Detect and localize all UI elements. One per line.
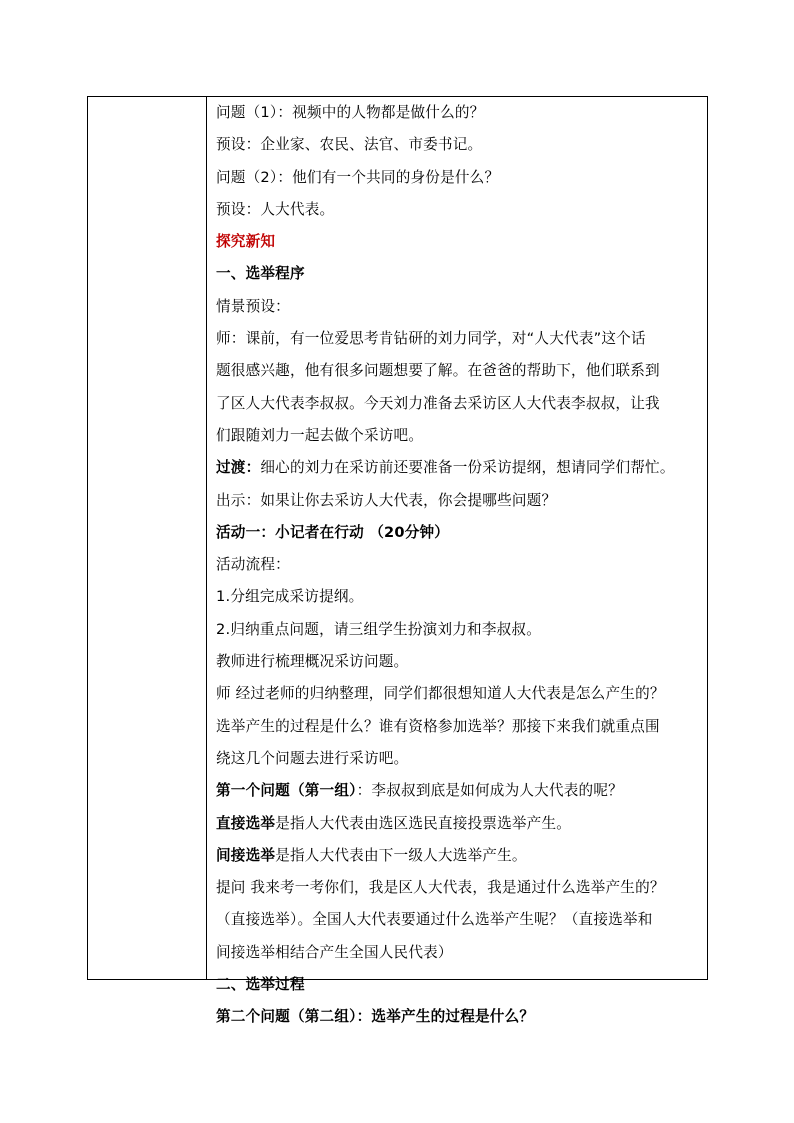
text-line: 问题（2）：他们有一个共同的身份是什么？	[216, 168, 500, 186]
text-line: 预设：企业家、农民、法官、市委书记。	[216, 136, 483, 154]
text-line: 预设：人大代表。	[216, 200, 335, 218]
text-line	[216, 775, 707, 807]
text-line: 绕这几个问题去进行采访吧。	[216, 749, 409, 767]
text-line: 选举产生的过程是什么？谁有资格参加选举？那接下来我们就重点围	[216, 717, 660, 735]
text-line	[216, 1001, 707, 1033]
text-line: 了区人大代表李叔叔。今天刘力准备去采访区人大代表李叔叔，让我	[216, 394, 660, 412]
table-content-cell	[207, 97, 707, 1026]
text-line: 题很感兴趣，他有很多问题想要了解。在爸爸的帮助下，他们联系到	[216, 362, 660, 380]
activity-heading: 活动一：小记者在行动 （20分钟）	[216, 523, 450, 541]
lesson-table	[87, 96, 708, 1026]
table-left-cell	[88, 97, 207, 979]
text-line: 情景预设：	[216, 297, 290, 315]
text-line: 活动流程：	[216, 556, 290, 574]
text-rest: ：选举产生的过程是什么？	[356, 1008, 535, 1026]
bold-lead: 过渡：	[216, 459, 261, 477]
text-line: 师：课前，有一位爱思考肯钻研的刘力同学，对“人大代表”这个话	[216, 330, 646, 348]
text-line: 2.归纳重点问题，请三组学生扮演刘力和李叔叔。	[216, 620, 541, 638]
text-line: （直接选举）。全国人大代表要通过什么选举产生呢？（直接选举和	[216, 911, 653, 929]
bold-lead: 第一个问题（第一组）	[216, 782, 357, 800]
bold-lead: 直接选举	[216, 814, 276, 832]
section-heading-election-process: 二、选举过程	[216, 976, 305, 994]
text-rest: ：李叔叔到底是如何成为人大代表的呢？	[356, 782, 623, 800]
text-line: 出示：如果让你去采访人大代表，你会提哪些问题？	[216, 491, 557, 509]
section-heading-explore: 探究新知	[216, 233, 276, 251]
text-line	[216, 808, 707, 840]
text-line: 问题（1）：视频中的人物都是做什么的？	[216, 104, 485, 121]
text-rest: 是指人大代表由选区选民直接投票选举产生。	[275, 814, 572, 832]
text-line: 教师进行梳理概况采访问题。	[216, 653, 409, 671]
text-rest: 是指人大代表由下一级人大选举产生。	[275, 846, 527, 864]
bold-lead: 第二个问题（第二组）	[216, 1008, 357, 1026]
text-line: 师 经过老师的归纳整理，同学们都很想知道人大代表是怎么产生的？	[216, 685, 665, 703]
bold-lead: 间接选举	[216, 846, 276, 864]
text-line	[216, 840, 707, 872]
text-rest: 细心的刘力在采访前还要准备一份采访提纲，想请同学们帮忙。	[260, 459, 675, 477]
text-line: 提问 我来考一考你们，我是区人大代表，我是通过什么选举产生的？	[216, 879, 665, 897]
text-line: 们跟随刘力一起去做个采访吧。	[216, 426, 424, 444]
text-line	[216, 452, 707, 484]
section-heading-election-procedure: 一、选举程序	[216, 265, 305, 283]
text-line: 间接选举相结合产生全国人民代表）	[216, 943, 453, 961]
text-line: 1.分组完成采访提纲。	[216, 588, 364, 606]
